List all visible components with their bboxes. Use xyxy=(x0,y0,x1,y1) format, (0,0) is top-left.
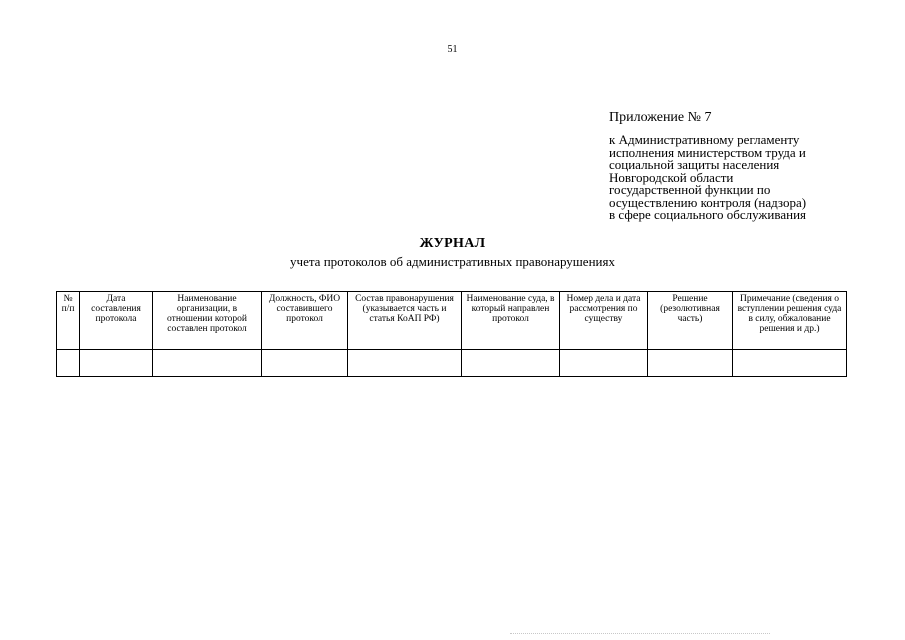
appendix-line: Новгородской области xyxy=(609,169,734,185)
table-cell xyxy=(57,350,80,377)
table-cell xyxy=(262,350,348,377)
appendix-block xyxy=(609,110,879,222)
appendix-title: Приложение № 7 xyxy=(609,110,712,125)
table-cell xyxy=(80,350,153,377)
table-header-row xyxy=(57,292,847,350)
table-cell xyxy=(348,350,462,377)
column-header-case: Номер дела и дата рассмотрения по существу xyxy=(560,292,648,350)
scan-artifact xyxy=(510,633,770,636)
appendix-line: социальной защиты населения xyxy=(609,157,780,172)
appendix-line: осуществлению контроля (надзора) xyxy=(609,194,807,210)
table-cell xyxy=(153,350,262,377)
journal-title: ЖУРНАЛ xyxy=(419,236,486,251)
column-header-date: Дата составления протокола xyxy=(80,292,153,350)
column-header-organization: Наименование организации, в отношении которой составлен протокол xyxy=(153,292,262,350)
appendix-body xyxy=(609,134,879,222)
table-cell xyxy=(560,350,648,377)
journal-table xyxy=(56,291,847,377)
column-header-court: Наименование суда, в который направлен протокол xyxy=(462,292,560,350)
page-number: 51 xyxy=(447,44,458,55)
table-row xyxy=(57,350,847,377)
table-cell xyxy=(648,350,733,377)
journal-subtitle: учета протоколов об административных правонарушениях xyxy=(290,254,615,269)
column-header-author: Должность, ФИО составившего протокол xyxy=(262,292,348,350)
table-cell xyxy=(733,350,847,377)
appendix-line: государственной функции по xyxy=(609,182,771,197)
column-header-note: Примечание (сведения о вступлении решения суда в силу, обжалование решения и др.) xyxy=(733,292,847,350)
appendix-line: исполнения министерством труда и xyxy=(609,144,806,160)
table-cell xyxy=(462,350,560,377)
column-header-offense: Состав правонарушения (указывается часть и статья КоАП РФ) xyxy=(348,292,462,350)
column-header-number: № п/п xyxy=(57,292,80,350)
column-header-decision: Решение (резолютивная часть) xyxy=(648,292,733,350)
appendix-line: к Административному регламенту xyxy=(609,132,800,147)
appendix-line: в сфере социального обслуживания xyxy=(609,207,806,222)
